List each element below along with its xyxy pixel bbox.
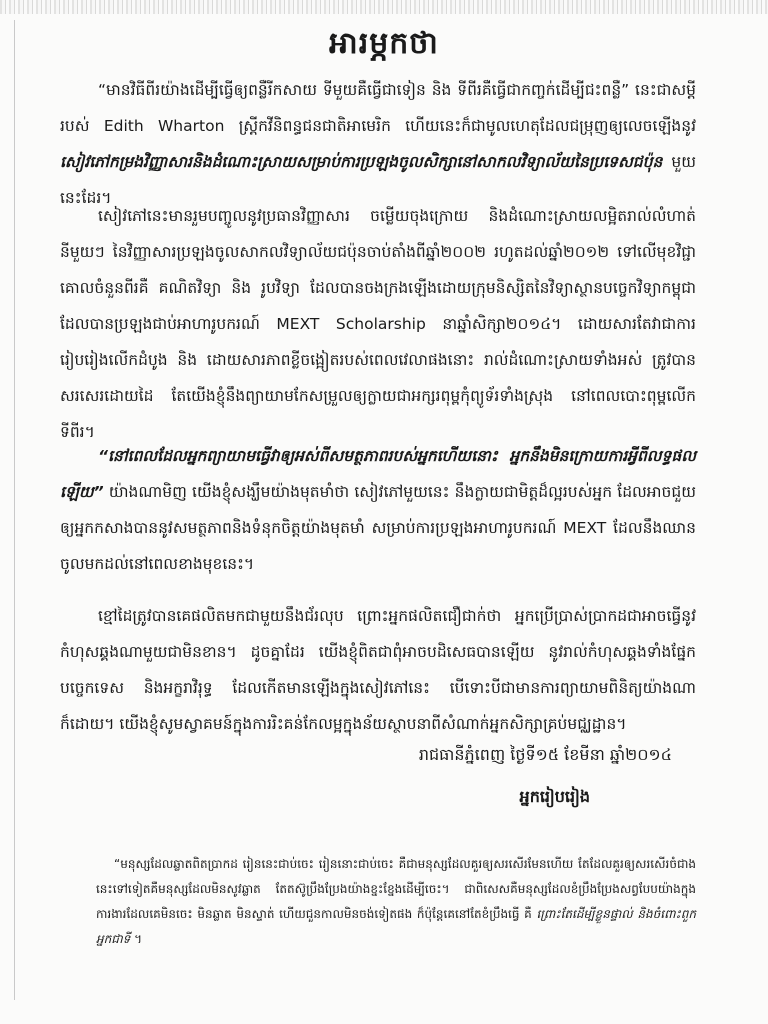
footnote-text-a: “មនុស្សដែលឆ្លាតពិតប្រាកដ រៀននេះជាប់ចេះ រៀននោះជាប់ចេះ គឺជាមនុស្សដែលគួរឲ្យសរសើរមែនហើយ តែដែលគួរឲ្យសរសើរចំជាងនេះទៅទៀតគឺមនុស្សដែលមិនសូវឆ្លាត តែតស៊ូប្រឹងប្រែងយ៉ាងខ្នះខ្នែងដើម្បីចេះ។ ជាពិសេសគឺមនុស្សដែលខំប្រឹងប្រែងសព្វបែបយ៉ាងក្នុងការងារដែលគេមិនចេះ មិនឆ្លាត មិនស្ទាត់ ហើយជួនកាលមិនចង់ទៀតផង ក៏ប៉ុន្តែគេនៅតែខំប្រឹងធ្វើ គឺ — [96, 857, 696, 921]
page-fold-line — [14, 20, 15, 1000]
footnote-text-b: ។ — [130, 932, 143, 946]
paragraph-2-text-a: សៀវភៅនេះមានរួមបញ្ចូលនូវប្រធានវិញ្ញាសារ ចម្លើយចុងក្រោយ និងដំណោះស្រាយលម្អិតរាល់លំហាត់នីមួយៗ នៃវិញ្ញាសារប្រឡងចូលសាកលវិទ្យាល័យជប៉ុនចាប់តាំងពីឆ្នាំ២០០២ រហូតដល់ឆ្នាំ២០១២ ទៅលើមុខវិជ្ជាគោលចំនួនពីរគឺ គណិតវិទ្យា និង រូបវិទ្យា ដែលបានចងក្រងឡើងដោយក្រុមនិស្សិតនៃវិទ្យាស្ថានបច្ចេកវិទ្យាកម្ពុជាដែលបានប្រឡងជាប់អាហារូបករណ៍ — [60, 207, 696, 333]
footnote-emphasis: ព្រោះតែដើម្បីខ្លួនផ្ទាល់ និងចំពោះពួកអ្នកជាទី — [96, 907, 696, 946]
book-title-emphasis: សៀវភៅកម្រងវិញ្ញាសារនិងដំណោះស្រាយសម្រាប់ការប្រឡងចូលសិក្សានៅសាកលវិទ្យាល័យនៃប្រទេសជប៉ុន — [60, 153, 663, 171]
paragraph-4 — [60, 598, 696, 742]
paragraph-3-text-b: យ៉ាងណាមិញ យើងខ្ញុំសង្ឃឹមយ៉ាងមុតមាំថា សៀវភៅមួយនេះ នឹងក្លាយជាមិត្តដ៏ល្អរបស់អ្នក ដែលអាចជួយឲ្យអ្នកកសាងបាននូវសមត្ថភាពនិងទំនុកចិត្តយ៉ាងមុតមាំ សម្រាប់ការប្រឡងអាហារូបករណ៍ MEXT ដែលនឹងឈានចូលមកដល់នៅពេលខាងមុខនេះ។ — [60, 483, 696, 573]
paragraph-4-text: ខ្មៅដៃត្រូវបានគេផលិតមកជាមួយនឹងជ័រលុប ព្រោះអ្នកផលិតជឿជាក់ថា អ្នកប្រើប្រាស់ប្រាកដជាអាចធ្វើនូវកំហុសឆ្គងណាមួយជាមិនខាន។ ដូចគ្នាដែរ យើងខ្ញុំពិតជាពុំអាចបដិសេធបានឡើយ នូវរាល់កំហុសឆ្គងទាំងផ្នែកបច្ចេកទេស និងអក្ខរាវិរុទ្ធ ដែលកើតមានឡើងក្នុងសៀវភៅនេះ បើទោះបីជាមានការព្យាយាមពិនិត្យយ៉ាងណាក៏ដោយ។ យើងខ្ញុំសូមស្វាគមន៍ក្នុងការរិះគន់កែលម្អក្នុងន័យស្ថាបនាពីសំណាក់អ្នកសិក្សាគ្រប់មជ្ឈដ្ឋាន។ — [60, 607, 696, 733]
scan-edge-noise — [0, 0, 768, 14]
paragraph-1-text-b: មួយនេះដែរ។ — [60, 153, 696, 207]
author-signature: អ្នករៀបរៀង — [519, 787, 590, 806]
paragraph-1-text-a: “មានវិធីពីរយ៉ាងដើម្បីធ្វើឲ្យពន្លឺរីកសាយ ទីមួយគឺធ្វើជាទៀន និង ទីពីរគឺធ្វើជាកញ្ចក់ដើម្បីជះពន្លឺ” នេះជាសម្ដីរបស់ Edith Wharton ស្ត្រីកវីនិពន្ធជនជាតិអាមេរិក ហើយនេះក៏ជាមូលហេតុដែលជម្រុញឲ្យលេចឡើងនូវ — [60, 81, 696, 135]
scholarship-name: MEXT Scholarship — [276, 315, 426, 333]
quote-emphasis: “នៅពេលដែលអ្នកព្យាយាមធ្វើវាឲ្យអស់ពីសមត្ថភាពរបស់អ្នកហើយនោះ អ្នកនឹងមិនក្រោយការអ្វីពីលទ្ធផលឡើយ” — [60, 447, 696, 501]
paragraph-2-text-b: នាឆ្នាំសិក្សា២០១៤។ ដោយសារតែវាជាការរៀបរៀងលើកដំបូង និង ដោយសារភាពខ្លីចង្អៀតរបស់ពេលវេលាផងនោះ រាល់ដំណោះស្រាយទាំងអស់ ត្រូវបានសរសេរដោយដៃ តែយើងខ្ញុំនឹងព្យាយាមកែសម្រួលឲ្យក្លាយជាអក្សរពុម្ពកុំព្យូទ័រទាំងស្រុង នៅពេលបោះពុម្ពលើកទីពីរ។ — [60, 315, 696, 441]
footnote-quote — [96, 852, 696, 952]
paragraph-1 — [60, 72, 696, 216]
page-title: អារម្ភកថា — [329, 26, 439, 61]
paragraph-2 — [60, 198, 696, 450]
date-line: រាជធានីភ្នំពេញ ថ្ងៃទី១៥ ខែមីនា ឆ្នាំ២០១៤ — [418, 745, 672, 764]
paragraph-3 — [60, 438, 696, 582]
